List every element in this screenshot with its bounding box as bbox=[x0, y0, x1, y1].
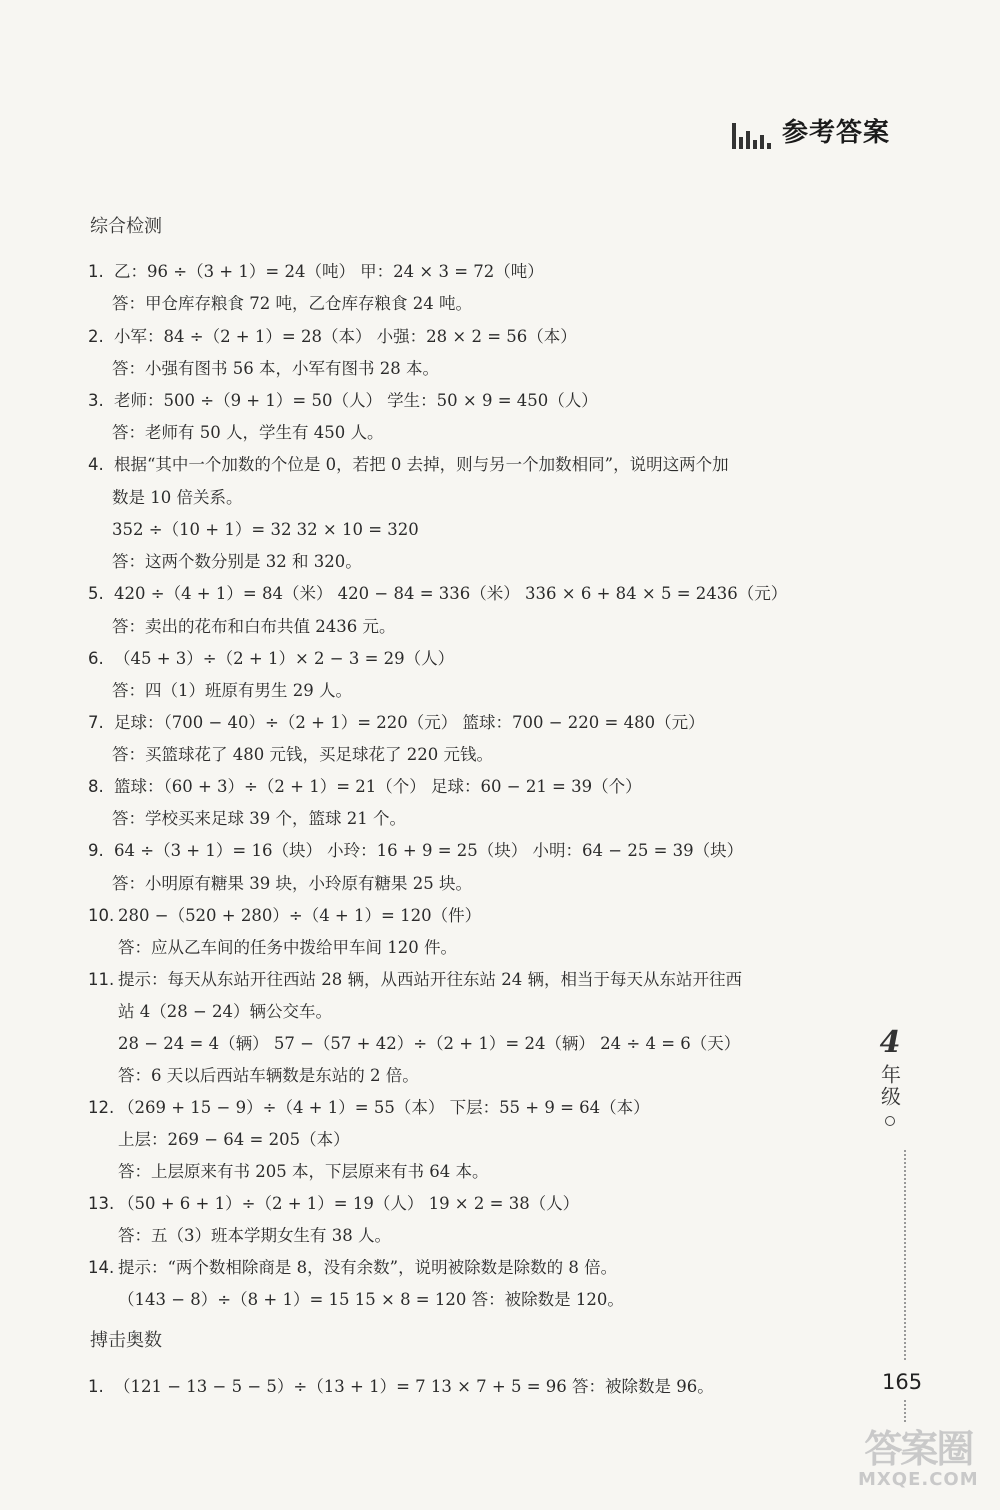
answer-continuation-line bbox=[112, 613, 395, 637]
answer-continuation-line bbox=[118, 934, 457, 958]
answer-text: 篮球：（60 + 3）÷（2 + 1）= 21（个） 足球：60 − 21 = 39（个） bbox=[114, 777, 642, 796]
answer-text: 乙：96 ÷（3 + 1）= 24（吨） 甲：24 × 3 = 72（吨） bbox=[114, 262, 544, 281]
answer-text: 420 ÷（4 + 1）= 84（米） 420 − 84 = 336（米） 336 × 6 + 84 × 5 = 2436（元） bbox=[114, 584, 788, 603]
answer-text: 答：四（1）班原有男生 29 人。 bbox=[112, 681, 352, 700]
answer-continuation-line bbox=[118, 1286, 624, 1310]
item-number: 12. bbox=[88, 1098, 115, 1117]
answer-continuation-line bbox=[112, 355, 439, 379]
section-title-olympiad: 搏击奥数 bbox=[90, 1330, 162, 1351]
item-number: 8. bbox=[88, 777, 104, 796]
answer-continuation-line bbox=[112, 484, 243, 508]
answer-continuation-line bbox=[112, 870, 472, 894]
item-number: 7. bbox=[88, 713, 104, 732]
answer-text: 答：五（3）班本学期女生有 38 人。 bbox=[118, 1226, 391, 1245]
grade-digit: 4 bbox=[879, 1025, 901, 1060]
answer-text: 答：6 天以后西站车辆数是东站的 2 倍。 bbox=[118, 1066, 419, 1085]
item-number: 14. bbox=[88, 1258, 115, 1277]
answer-continuation-line bbox=[118, 1030, 740, 1054]
answer-text: （143 − 8）÷（8 + 1）= 15 15 × 8 = 120 答：被除数是 120。 bbox=[118, 1290, 624, 1309]
answer-continuation-line bbox=[118, 1062, 419, 1086]
item-number: 9. bbox=[88, 841, 104, 860]
item-number: 10. bbox=[88, 906, 115, 925]
answer-text: 提示：每天从东站开往西站 28 辆，从西站开往东站 24 辆，相当于每天从东站开往西 bbox=[118, 970, 742, 989]
answer-text: （269 + 15 − 9）÷（4 + 1）= 55（本） 下层：55 + 9 = 64（本） bbox=[118, 1098, 650, 1117]
answer-text: 上层：269 − 64 = 205（本） bbox=[118, 1130, 350, 1149]
answer-text: （121 − 13 − 5 − 5）÷（13 + 1）= 7 13 × 7 + 5 = 96 答：被除数是 96。 bbox=[114, 1377, 714, 1396]
item-number: 1. bbox=[88, 1377, 104, 1396]
section-title-comprehensive: 综合检测 bbox=[90, 216, 162, 237]
answer-text: 答：上层原来有书 205 本，下层原来有书 64 本。 bbox=[118, 1162, 489, 1181]
answer-line bbox=[88, 902, 481, 926]
item-number: 6. bbox=[88, 649, 104, 668]
answer-line bbox=[88, 645, 454, 669]
answer-text: 答：学校买来足球 39 个，篮球 21 个。 bbox=[112, 809, 406, 828]
answer-line bbox=[88, 773, 642, 797]
page-number: 165 bbox=[882, 1370, 923, 1394]
item-number: 1. bbox=[88, 262, 104, 281]
answer-text: 答：卖出的花布和白布共值 2436 元。 bbox=[112, 617, 396, 636]
answer-line bbox=[88, 837, 743, 861]
item-number: 3. bbox=[88, 391, 104, 410]
grade-label: 年级 bbox=[877, 1064, 902, 1108]
bar-chart-icon bbox=[732, 113, 772, 149]
item-number: 13. bbox=[88, 1194, 115, 1213]
answer-continuation-line bbox=[112, 516, 419, 540]
answer-continuation-line bbox=[118, 1158, 488, 1182]
answer-text: 提示：“两个数相除商是 8，没有余数”，说明被除数是除数的 8 倍。 bbox=[118, 1258, 618, 1277]
answer-text: （45 + 3）÷（2 + 1）× 2 − 3 = 29（人） bbox=[114, 649, 455, 668]
answer-text: 答：小明原有糖果 39 块，小玲原有糖果 25 块。 bbox=[112, 874, 472, 893]
answer-text: 352 ÷（10 + 1）= 32 32 × 10 = 320 bbox=[112, 520, 419, 539]
page-header bbox=[732, 112, 890, 149]
answer-line bbox=[88, 1254, 617, 1278]
answer-line bbox=[88, 580, 787, 604]
answer-line bbox=[88, 451, 729, 475]
answer-line bbox=[88, 1373, 714, 1397]
answer-continuation-line bbox=[112, 548, 362, 572]
answer-line bbox=[88, 1094, 650, 1118]
circle-icon bbox=[885, 1116, 895, 1126]
answer-continuation-line bbox=[112, 677, 352, 701]
answer-continuation-line bbox=[112, 805, 406, 829]
answer-text: 答：老师有 50 人，学生有 450 人。 bbox=[112, 423, 384, 442]
answer-text: 数是 10 倍关系。 bbox=[112, 488, 243, 507]
answer-continuation-line bbox=[118, 1222, 391, 1246]
answer-text: 答：买篮球花了 480 元钱，买足球花了 220 元钱。 bbox=[112, 745, 493, 764]
answer-line bbox=[88, 387, 598, 411]
answer-line bbox=[88, 966, 742, 990]
item-number: 11. bbox=[88, 970, 115, 989]
answer-text: 根据“其中一个加数的个位是 0，若把 0 去掉，则与另一个加数相同”，说明这两个加 bbox=[114, 455, 729, 474]
item-number: 4. bbox=[88, 455, 104, 474]
answer-text: 老师：500 ÷（9 + 1）= 50（人） 学生：50 × 9 = 450（人） bbox=[114, 391, 598, 410]
answer-continuation-line bbox=[112, 290, 472, 314]
answer-text: 答：这两个数分别是 32 和 320。 bbox=[112, 552, 362, 571]
answer-text: 站 4（28 − 24）辆公交车。 bbox=[118, 1002, 333, 1021]
answer-line bbox=[88, 709, 705, 733]
answer-continuation-line bbox=[118, 998, 332, 1022]
grade-tab bbox=[860, 1025, 920, 1126]
watermark-logo bbox=[858, 1418, 979, 1490]
answer-continuation-line bbox=[112, 741, 493, 765]
answer-line bbox=[88, 258, 544, 282]
answer-text: 64 ÷（3 + 1）= 16（块） 小玲：16 + 9 = 25（块） 小明：64 − 25 = 39（块） bbox=[114, 841, 744, 860]
item-number: 5. bbox=[88, 584, 104, 603]
answer-text: 小军：84 ÷（2 + 1）= 28（本） 小强：28 × 2 = 56（本） bbox=[114, 327, 577, 346]
watermark-url: MXQE.COM bbox=[858, 1469, 979, 1490]
answer-text: 28 − 24 = 4（辆） 57 −（57 + 42）÷（2 + 1）= 24（辆） 24 ÷ 4 = 6（天） bbox=[118, 1034, 741, 1053]
answer-text: 答：甲仓库存粮食 72 吨，乙仓库存粮食 24 吨。 bbox=[112, 294, 472, 313]
answer-continuation-line bbox=[118, 1126, 350, 1150]
answer-line bbox=[88, 1190, 579, 1214]
header-title: 参考答案 bbox=[782, 118, 891, 148]
answer-text: 足球：（700 − 40）÷（2 + 1）= 220（元） 篮球：700 − 220 = 480（元） bbox=[114, 713, 705, 732]
answer-text: （50 + 6 + 1）÷（2 + 1）= 19（人） 19 × 2 = 38（人） bbox=[118, 1194, 580, 1213]
answer-line bbox=[88, 323, 577, 347]
answer-text: 答：小强有图书 56 本，小军有图书 28 本。 bbox=[112, 359, 439, 378]
answer-text: 280 −（520 + 280）÷（4 + 1）= 120（件） bbox=[118, 906, 482, 925]
watermark-text: 答案圈 bbox=[864, 1427, 973, 1471]
dotted-divider bbox=[904, 1150, 906, 1360]
answer-continuation-line bbox=[112, 419, 383, 443]
answer-text: 答：应从乙车间的任务中拨给甲车间 120 件。 bbox=[118, 938, 457, 957]
item-number: 2. bbox=[88, 327, 104, 346]
